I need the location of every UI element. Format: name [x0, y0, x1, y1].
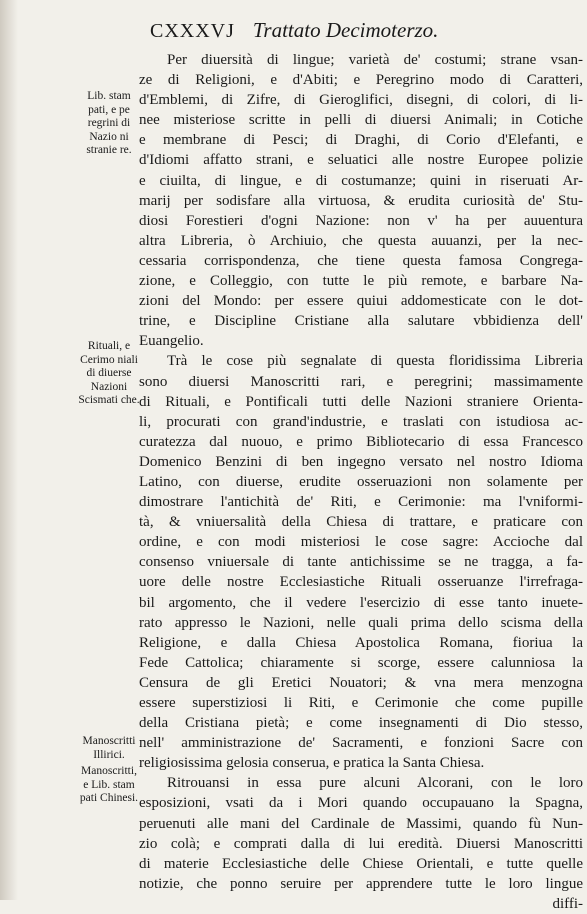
- text-line: della Cristiana pietà; e come insegnamenti di Dio stesso,: [139, 715, 583, 732]
- margin-note: Rituali, e Cerimo niali di diuerse Nazioni Scismati che.: [78, 340, 140, 406]
- text-line: ze di Religioni, e d'Abiti; e Peregrino modo di Caratteri,: [139, 72, 583, 89]
- text-line: curatezza dal nuouo, e primo Bibliotecario di essa Francesco: [139, 433, 583, 450]
- text-line: bil argomento, che il vedere l'esercizio di esse tanto inuete-: [139, 594, 583, 611]
- text-line: zio colà; e comprati dalla di lui eredità. Diuersi Manoscritti: [139, 835, 583, 852]
- text-line: Per diuersità di lingue; varietà de' costumi; strane vsan-: [167, 52, 583, 68]
- text-line: di materie Ecclesiastiche delle Chiese Orientali, e tutte quelle: [139, 855, 583, 872]
- text-line: Domenico Benzini di ben ingegno versato nel nostro Idioma: [139, 453, 583, 470]
- text-line: zioni del Mondo: per essere quiui addomesticate con le dot-: [139, 293, 583, 310]
- text-line: zione, e Colleggio, con tutte le più remote, e barbare Na-: [139, 273, 583, 290]
- main-text: [139, 50, 583, 914]
- text-line: Fede Cattolica; chiaramente si scorge, essere calunniosa la: [139, 654, 583, 671]
- margin-note: Manoscritti Illirici.: [82, 735, 136, 761]
- text-line: Latino, con diuerse, erudite osseruazioni non solamente per: [139, 473, 583, 490]
- text-line: Trà le cose più segnalate di questa floridissima Libreria: [167, 353, 583, 370]
- text-line: li, procurati con grand'industrie, e traslati con istudiosa ac-: [139, 413, 583, 430]
- text-line: sono diuersi Manoscritti rari, e peregrini; massimamente: [139, 373, 583, 390]
- text-line: dimostrare l'antichità de' Riti, e Cerimonie: ma l'vniformi-: [139, 494, 583, 511]
- text-line: altra Libreria, ò Archiuio, che questa auuanzi, per la nec-: [139, 232, 583, 249]
- text-line: d'Emblemi, di Zifre, di Gieroglifici, disegni, di colori, di li-: [139, 92, 583, 109]
- folio-number: CXXXVJ: [150, 20, 235, 42]
- text-line: e ciuilta, di lingue, e di costumanze; quini in riseruati Ar-: [139, 172, 583, 189]
- binding-shadow: [0, 0, 18, 900]
- text-line: ordine, e con modi misteriosi le cose sagre: Accioche dal: [139, 534, 583, 551]
- text-line: uore delle nostre Ecclesiastiche Rituali osseruanze l'irrefraga-: [139, 574, 583, 591]
- margin-note: Lib. stam pati, e pe regrini di Nazio ni stranie re.: [86, 90, 132, 156]
- text-line: esposizioni, vsati da i Mori quando occupauano la Spagna,: [139, 795, 583, 812]
- text-line: trine, e Discipline Cristiane alla salutare vbbidienza dell': [139, 313, 583, 330]
- text-line: Religione, e dalla Chiesa Apostolica Romana, fioriua la: [139, 634, 583, 651]
- text-line: religiosissima gelosia conserua, e pratica la Santa Chiesa.: [139, 755, 485, 772]
- text-line: tà, & vniuersalità della Chiesa di trattare, e praticare con: [139, 514, 583, 531]
- text-line: cessaria corrispondenza, che tiene questa famosa Congrega-: [139, 252, 583, 269]
- text-line: rato appresso le Nazioni, nelle quali prima dello scisma della: [139, 614, 583, 631]
- text-line: nee misteriose scritte in pelli di diuersi Animali; in Cotiche: [139, 112, 583, 129]
- catchword: diffi-: [552, 895, 583, 912]
- page-header: [150, 18, 580, 46]
- text-line: di Rituali, e Pontificali tutti delle Nazioni straniere Orienta-: [139, 393, 583, 410]
- text-line: nell' amministrazione de' Sacramenti, e fonzioni Sacre con: [139, 735, 583, 752]
- text-line: e membrane di Pesci; di Draghi, di Corio d'Elefanti, e: [139, 132, 583, 149]
- text-line: Censura de gli Eretici Nouatori; & vna mera menzogna: [139, 674, 583, 691]
- text-line: essere superstiziosi li Riti, e Cerimonie che come pupille: [139, 695, 583, 711]
- margin-note: Manoscritti, e Lib. stam pati Chinesi.: [79, 765, 139, 804]
- text-line: consenso vniuersale di tante antichissime se ne tragga, a fa-: [139, 554, 583, 571]
- text-line: marij per sodisfare alla virtuosa, & erudita curiosità de' Stu-: [139, 192, 583, 209]
- text-line: d'Idiomi affatto strani, e seluatici alle nostre Europee polizie: [139, 152, 583, 169]
- running-title: Trattato Decimoterzo.: [252, 18, 439, 42]
- text-line: Ritrouansi in essa pure alcuni Alcorani, con le loro: [167, 775, 583, 792]
- text-line: peruenuti alle mani del Cardinale de Massimi, quando fù Nun-: [139, 815, 583, 832]
- text-line: diosi Forestieri d'ogni Nazione: non v' ha per auuentura: [139, 212, 583, 229]
- text-line: notizie, che ponno seruire per apprendere tutte le loro lingue: [139, 875, 583, 892]
- text-line: Euangelio.: [139, 333, 204, 350]
